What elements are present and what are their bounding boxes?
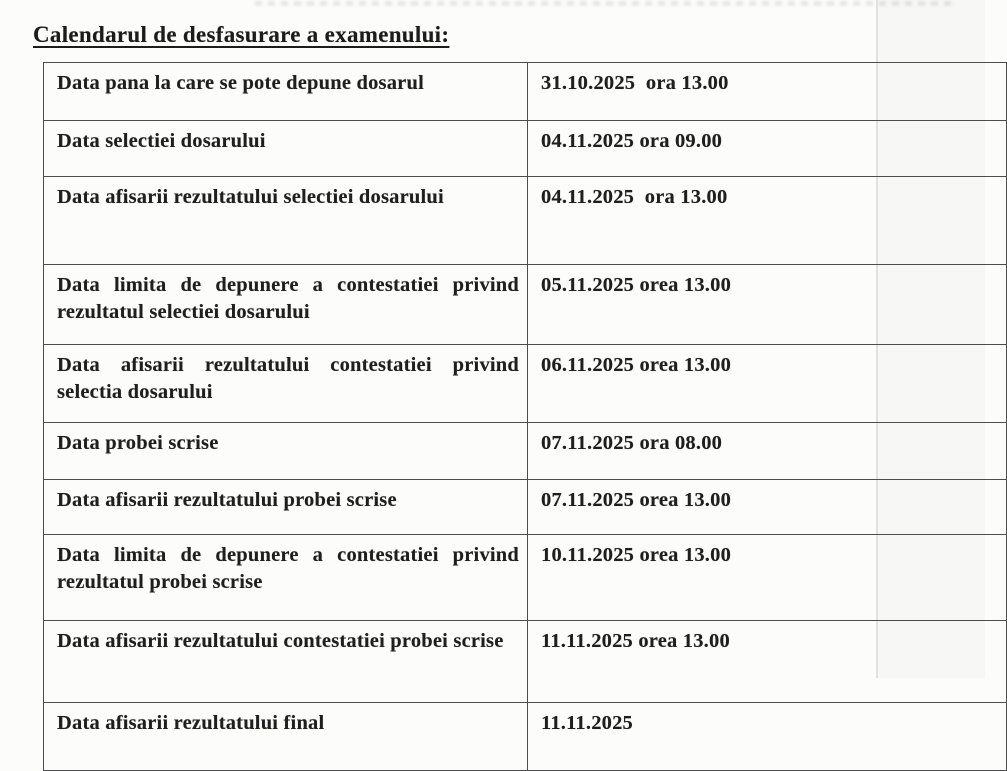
row-label: Data afisarii rezultatului probei scrise [44, 480, 528, 535]
row-value: 04.11.2025 ora 13.00 [528, 177, 1007, 265]
row-value: 11.11.2025 [528, 703, 1007, 771]
exam-calendar-table-body [44, 63, 1007, 771]
row-label: Data afisarii rezultatului contestatiei probei scrise [44, 621, 528, 703]
row-label: Data limita de depunere a contestatiei privind rezultatul probei scrise [44, 535, 528, 621]
table-row [44, 423, 1007, 480]
row-value: 07.11.2025 ora 08.00 [528, 423, 1007, 480]
row-label: Data probei scrise [44, 423, 528, 480]
row-label: Data afisarii rezultatului final [44, 703, 528, 771]
row-label: Data afisarii rezultatului selectiei dosarului [44, 177, 528, 265]
row-value: 04.11.2025 ora 09.00 [528, 121, 1007, 177]
table-row [44, 535, 1007, 621]
table-row [44, 177, 1007, 265]
table-row [44, 265, 1007, 345]
row-value: 07.11.2025 orea 13.00 [528, 480, 1007, 535]
table-row [44, 703, 1007, 771]
scan-artifact-top-text [255, 1, 955, 6]
table-row [44, 480, 1007, 535]
row-value: 11.11.2025 orea 13.00 [528, 621, 1007, 703]
table-row [44, 621, 1007, 703]
document-title: Calendarul de desfasurare a examenului: [33, 22, 450, 47]
row-value: 05.11.2025 orea 13.00 [528, 265, 1007, 345]
row-label: Data pana la care se pote depune dosarul [44, 63, 528, 121]
row-value: 31.10.2025 ora 13.00 [528, 63, 1007, 121]
table-row [44, 345, 1007, 423]
exam-calendar-table [43, 62, 1007, 771]
table-row [44, 63, 1007, 121]
row-label: Data selectiei dosarului [44, 121, 528, 177]
row-value: 10.11.2025 orea 13.00 [528, 535, 1007, 621]
row-label: Data afisarii rezultatului contestatiei privind selectia dosarului [44, 345, 528, 423]
row-value: 06.11.2025 orea 13.00 [528, 345, 1007, 423]
row-label: Data limita de depunere a contestatiei privind rezultatul selectiei dosarului [44, 265, 528, 345]
table-row [44, 121, 1007, 177]
